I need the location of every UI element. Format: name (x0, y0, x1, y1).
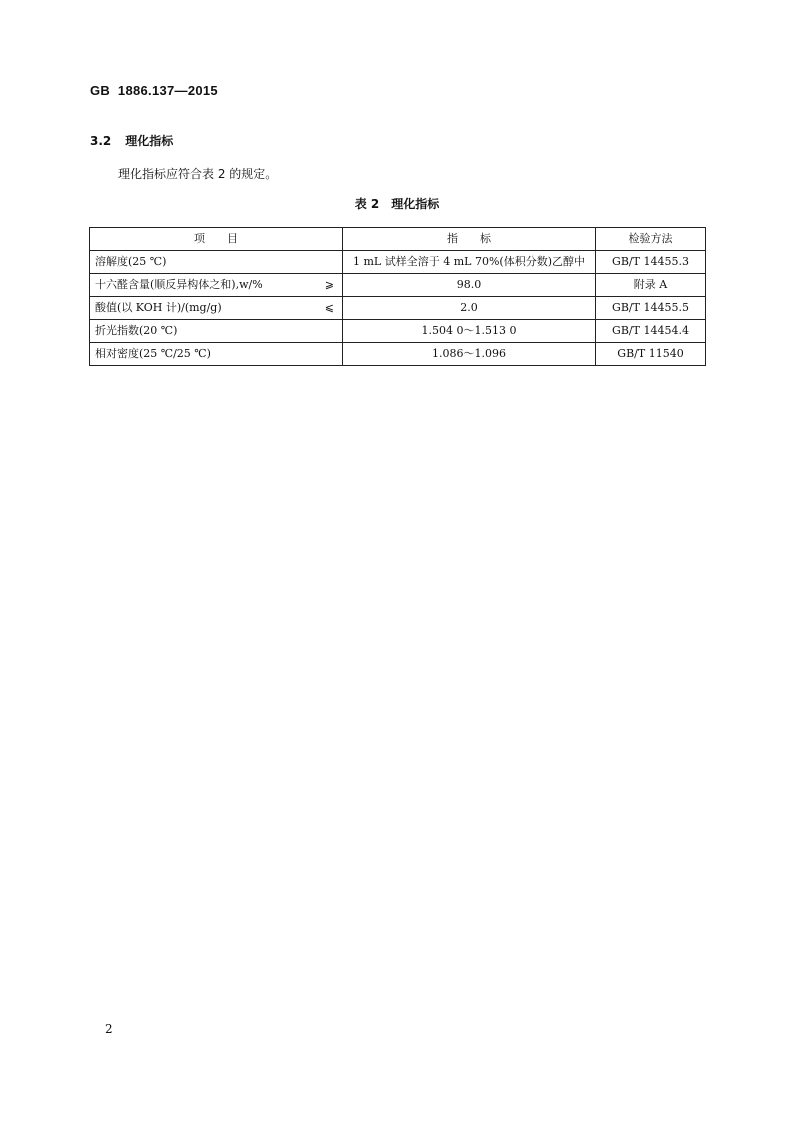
row-item-symbol: ⩽ (324, 301, 334, 314)
row-index: 1 mL 试样全溶于 4 mL 70%(体积分数)乙醇中 (343, 251, 596, 274)
row-item-symbol: ⩾ (324, 278, 334, 291)
row-method: GB/T 14454.4 (596, 320, 706, 343)
row-item-label: 折光指数(20 ℃) (95, 324, 178, 337)
row-item (90, 320, 343, 343)
header-index: 指 标 (343, 228, 596, 251)
section-number: 3.2 (90, 134, 112, 148)
row-index: 1.086～1.096 (343, 343, 596, 366)
standard-number: GB 1886.137—2015 (90, 83, 218, 98)
row-item-label: 相对密度(25 ℃/25 ℃) (95, 347, 211, 360)
section-heading (90, 132, 173, 149)
page-number: 2 (105, 1022, 113, 1036)
row-item (90, 274, 343, 297)
section-paragraph: 理化指标应符合表 2 的规定。 (118, 167, 278, 181)
row-item (90, 297, 343, 320)
row-item (90, 343, 343, 366)
table-row (90, 274, 706, 297)
table-row (90, 251, 706, 274)
table-caption-label: 表 2 (354, 197, 380, 211)
row-item-label: 溶解度(25 ℃) (95, 255, 167, 268)
table-caption-title: 理化指标 (391, 197, 440, 211)
table-row (90, 343, 706, 366)
table-row (90, 320, 706, 343)
row-index: 2.0 (343, 297, 596, 320)
row-item (90, 251, 343, 274)
row-index: 1.504 0～1.513 0 (343, 320, 596, 343)
row-index: 98.0 (343, 274, 596, 297)
table-header-row (90, 228, 706, 251)
header-method: 检验方法 (596, 228, 706, 251)
row-item-label: 十六醛含量(顺反异构体之和),w/% (95, 278, 263, 291)
row-method: GB/T 14455.5 (596, 297, 706, 320)
header-item: 项 目 (90, 228, 343, 251)
row-item-label: 酸值(以 KOH 计)/(mg/g) (95, 301, 222, 314)
table-row (90, 297, 706, 320)
row-method: 附录 A (596, 274, 706, 297)
section-title: 理化指标 (125, 134, 174, 148)
table-caption (0, 195, 794, 212)
row-method: GB/T 14455.3 (596, 251, 706, 274)
spec-table (89, 227, 706, 366)
row-method: GB/T 11540 (596, 343, 706, 366)
